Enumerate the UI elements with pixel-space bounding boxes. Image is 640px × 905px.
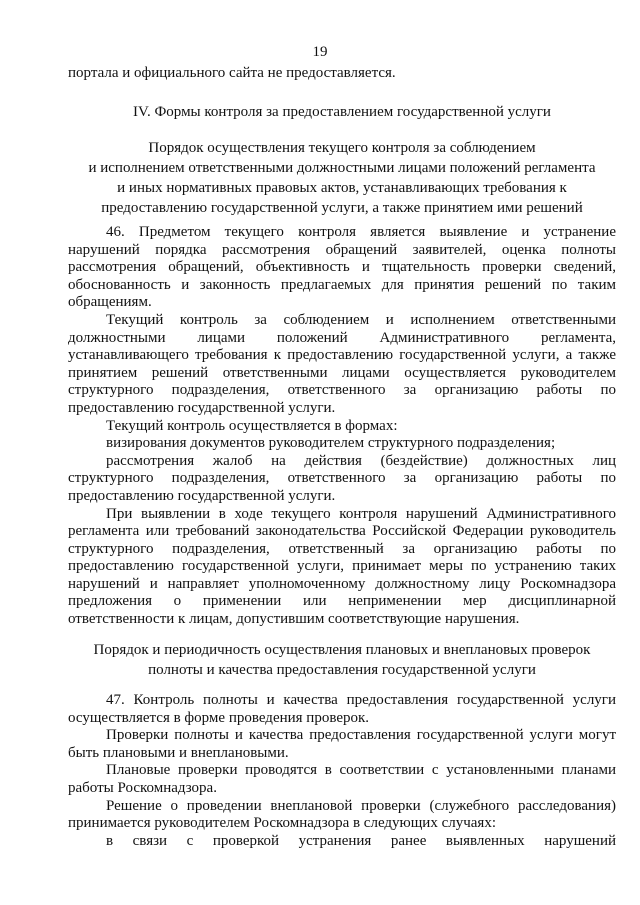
paragraph-forms-intro: Текущий контроль осуществляется в формах: <box>106 417 398 434</box>
subheading-line: Порядок и периодичность осуществления плановых и внеплановых проверок <box>93 642 591 658</box>
paragraph-47: 47. Контроль полноты и качества предоставления государственной услуги осуществляется в форме проведения проверок. <box>68 692 616 726</box>
paragraphs-section-46 <box>68 224 616 629</box>
paragraph-violations: При выявлении в ходе текущего контроля нарушений Административного регламента или требований законодательства Российской Федерации руководитель структурного подразделения, ответственный за организацию работы по предоставлению государственной услуги, принимает меры по устранению таких нарушений и направляет уполномоченному должностному лицу Роскомнадзора предложения о применении или неприменении мер дисциплинарной ответственности к лицам, допустившим соответствующие нарушения. <box>68 505 616 628</box>
paragraphs-section-47 <box>68 692 616 850</box>
subheading-inspections <box>68 640 616 680</box>
paragraph-planned-inspections: Плановые проверки проводятся в соответствии с установленными планами работы Роскомнадзора. <box>68 762 616 796</box>
paragraph-case-1: в связи с проверкой устранения ранее выявленных нарушений <box>106 832 616 849</box>
continuation-text: портала и официального сайта не предоставляется. <box>68 65 396 81</box>
subheading-current-control <box>68 138 616 218</box>
section-heading-text: IV. Формы контроля за предоставлением государственной услуги <box>133 104 551 120</box>
page-number: 19 <box>312 44 328 60</box>
subheading-line: и иных нормативных правовых актов, устанавливающих требования к <box>117 180 567 196</box>
paragraph-current-control: Текущий контроль за соблюдением и исполнением ответственными должностными лицами положений Административного регламента, устанавливающего требования к предоставлению государственной услуги, а также принятием решений ответственными лицами осуществляется руководителем структурного подразделения, ответственного за организацию работы по предоставлению государственной услуги. <box>68 311 616 416</box>
section-heading <box>68 104 616 122</box>
paragraph-form-item-1: визирования документов руководителем структурного подразделения; <box>106 435 556 452</box>
paragraph-unplanned-decision: Решение о проведении внеплановой проверки (служебного расследования) принимается руководителем Роскомнадзора в следующих случаях: <box>68 797 616 832</box>
subheading-line: полноты и качества предоставления государственной услуги <box>148 662 536 678</box>
subheading-line: Порядок осуществления текущего контроля за соблюдением <box>148 140 536 156</box>
paragraph-46: 46. Предметом текущего контроля является выявление и устранение нарушений порядка рассмотрения обращений заявителей, оценка полноты рассмотрения обращений, объективность и тщательность проверки сведений, обоснованность и законность предлагаемых для принятия решений по таким обращениям. <box>68 224 616 311</box>
paragraph-form-item-2: рассмотрения жалоб на действия (бездействие) должностных лиц структурного подразделения, ответственного за организацию работы по предоставлению государственной услуги. <box>68 452 616 504</box>
subheading-line: и исполнением ответственными должностными лицами положений регламента <box>88 160 596 176</box>
paragraph-inspection-types: Проверки полноты и качества предоставления государственной услуги могут быть плановыми и внеплановыми. <box>68 727 616 761</box>
top-line <box>68 65 616 83</box>
subheading-line: предоставлению государственной услуги, а также принятием ими решений <box>101 200 583 216</box>
